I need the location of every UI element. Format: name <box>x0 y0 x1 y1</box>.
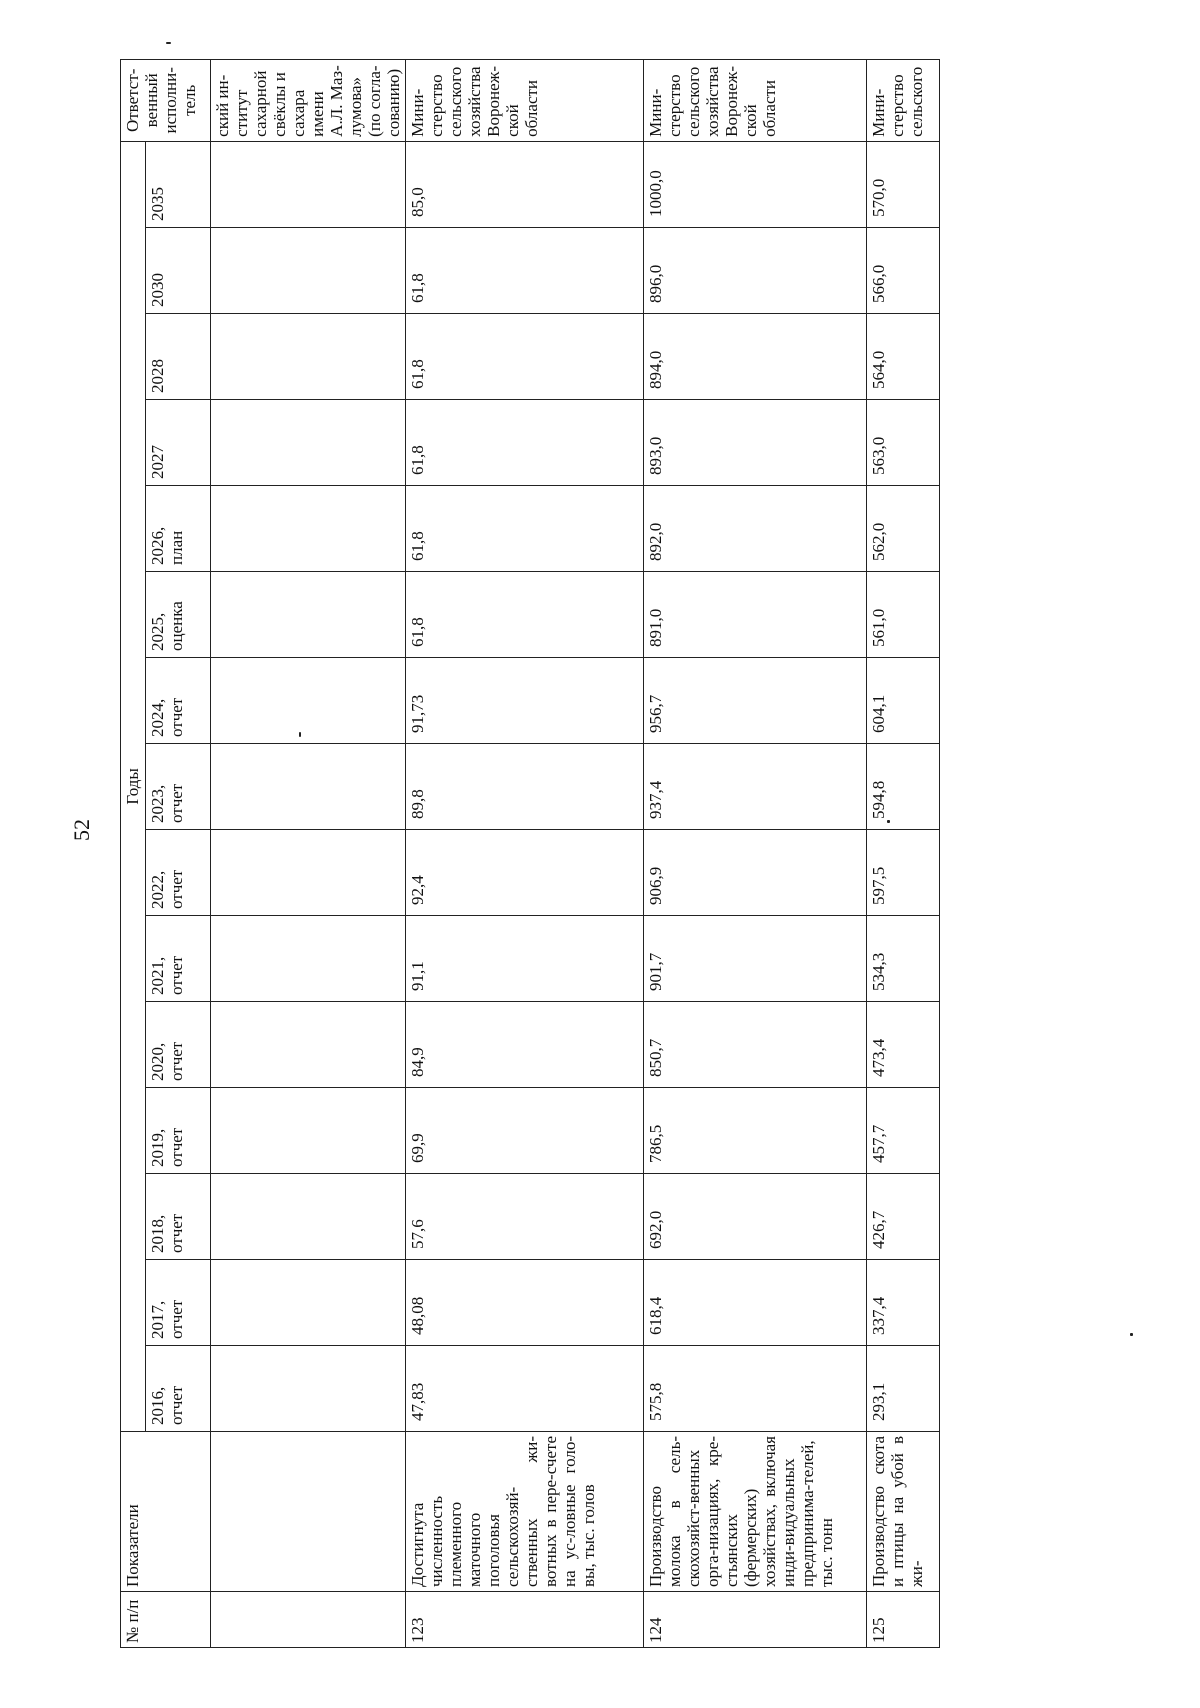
row-value <box>211 400 406 486</box>
header-year: 2026, план <box>146 486 211 572</box>
table-row <box>644 59 867 1647</box>
header-row-years <box>146 59 211 1647</box>
row-responsible: Мини-стерство сельского хозяйства Воронеж-ской области <box>406 59 644 141</box>
row-value: 937,4 <box>644 744 867 830</box>
row-value: 61,8 <box>406 314 644 400</box>
header-year: 2035 <box>146 141 211 227</box>
row-value: 570,0 <box>867 141 940 227</box>
row-value: 894,0 <box>644 314 867 400</box>
row-value: 61,8 <box>406 400 644 486</box>
row-value <box>211 1088 406 1174</box>
row-value: 564,0 <box>867 314 940 400</box>
header-row-group <box>121 59 146 1647</box>
row-value: 91,73 <box>406 658 644 744</box>
row-num: 123 <box>406 1592 644 1648</box>
row-value: 48,08 <box>406 1260 644 1346</box>
row-responsible: ский ин-ститут сахарной свёклы и сахара имени А.Л. Маз-лумова» (по согла-сованию) <box>211 59 406 141</box>
header-year: 2028 <box>146 314 211 400</box>
row-value: 85,0 <box>406 141 644 227</box>
row-indicator: Достигнута численность племенного маточного поголовья сельскохозяй-ственных жи-вотных в пере-счете на ус-ловные голо-вы, тыс. голов <box>406 1432 644 1592</box>
row-value <box>211 744 406 830</box>
row-indicator <box>211 1432 406 1592</box>
row-value <box>211 314 406 400</box>
row-value <box>211 572 406 658</box>
header-year: 2023, отчет <box>146 744 211 830</box>
row-value <box>211 916 406 1002</box>
row-value: 69,9 <box>406 1088 644 1174</box>
header-year: 2025, оценка <box>146 572 211 658</box>
header-year: 2021, отчет <box>146 916 211 1002</box>
row-value: 575,8 <box>644 1346 867 1432</box>
row-value: 786,5 <box>644 1088 867 1174</box>
row-value: 92,4 <box>406 830 644 916</box>
row-value: 84,9 <box>406 1002 644 1088</box>
table-row <box>211 59 406 1647</box>
row-value <box>211 1002 406 1088</box>
header-num: № п/п <box>121 1592 211 1648</box>
row-value: 61,8 <box>406 228 644 314</box>
row-responsible: Мини-стерство сельского хозяйства Воронеж-ской области <box>644 59 867 141</box>
table-row <box>406 59 644 1647</box>
header-year: 2027 <box>146 400 211 486</box>
row-value: 47,83 <box>406 1346 644 1432</box>
indicators-table <box>120 59 940 1648</box>
row-value: 956,7 <box>644 658 867 744</box>
header-year: 2016, отчет <box>146 1346 211 1432</box>
row-value: 604,1 <box>867 658 940 744</box>
header-responsible: Ответст-венный исполни-тель <box>121 59 211 141</box>
row-value: 89,8 <box>406 744 644 830</box>
header-year: 2017, отчет <box>146 1260 211 1346</box>
row-indicator: Производство скота и птицы на убой в жи- <box>867 1432 940 1592</box>
row-value: 61,8 <box>406 572 644 658</box>
page-number: 52 <box>69 819 94 841</box>
row-value: 893,0 <box>644 400 867 486</box>
row-value: 597,5 <box>867 830 940 916</box>
row-value <box>211 1260 406 1346</box>
row-value <box>211 830 406 916</box>
header-year: 2030 <box>146 228 211 314</box>
row-value: 594,8 <box>867 744 940 830</box>
row-num: 125 <box>867 1592 940 1648</box>
row-value: 473,4 <box>867 1002 940 1088</box>
row-value: 618,4 <box>644 1260 867 1346</box>
row-value: 426,7 <box>867 1174 940 1260</box>
row-value: 1000,0 <box>644 141 867 227</box>
row-value: 896,0 <box>644 228 867 314</box>
header-year: 2024, отчет <box>146 658 211 744</box>
scan-speck <box>166 42 171 44</box>
row-value: 901,7 <box>644 916 867 1002</box>
header-year: 2022, отчет <box>146 830 211 916</box>
header-year: 2018, отчет <box>146 1174 211 1260</box>
row-value: 892,0 <box>644 486 867 572</box>
rotated-table-wrapper <box>120 60 1090 1648</box>
row-value: 57,6 <box>406 1174 644 1260</box>
row-value: 61,8 <box>406 486 644 572</box>
row-value: 850,7 <box>644 1002 867 1088</box>
row-num <box>211 1592 406 1648</box>
row-value: 692,0 <box>644 1174 867 1260</box>
row-value: 563,0 <box>867 400 940 486</box>
header-indicator: Показатели <box>121 1432 211 1592</box>
table-row <box>867 59 940 1647</box>
row-value: 561,0 <box>867 572 940 658</box>
row-value: 534,3 <box>867 916 940 1002</box>
header-year: 2020, отчет <box>146 1002 211 1088</box>
scan-speck <box>1130 1333 1133 1336</box>
row-responsible: Мини-стерство сельского <box>867 59 940 141</box>
header-year: 2019, отчет <box>146 1088 211 1174</box>
header-years-group: Годы <box>121 141 146 1431</box>
row-value <box>211 1174 406 1260</box>
row-value: 293,1 <box>867 1346 940 1432</box>
row-num: 124 <box>644 1592 867 1648</box>
row-value: 891,0 <box>644 572 867 658</box>
row-value <box>211 141 406 227</box>
row-value: 457,7 <box>867 1088 940 1174</box>
row-value <box>211 658 406 744</box>
row-value: 337,4 <box>867 1260 940 1346</box>
row-value: 566,0 <box>867 228 940 314</box>
row-value: 906,9 <box>644 830 867 916</box>
row-value <box>211 228 406 314</box>
row-indicator: Производство молока в сель-скохозяйст-венных орга-низациях, кре-стьянских (фермерских) хозяйствах, включая инди-видуальных предпринима-телей, тыс. тонн <box>644 1432 867 1592</box>
row-value: 562,0 <box>867 486 940 572</box>
row-value <box>211 1346 406 1432</box>
row-value: 91,1 <box>406 916 644 1002</box>
row-value <box>211 486 406 572</box>
